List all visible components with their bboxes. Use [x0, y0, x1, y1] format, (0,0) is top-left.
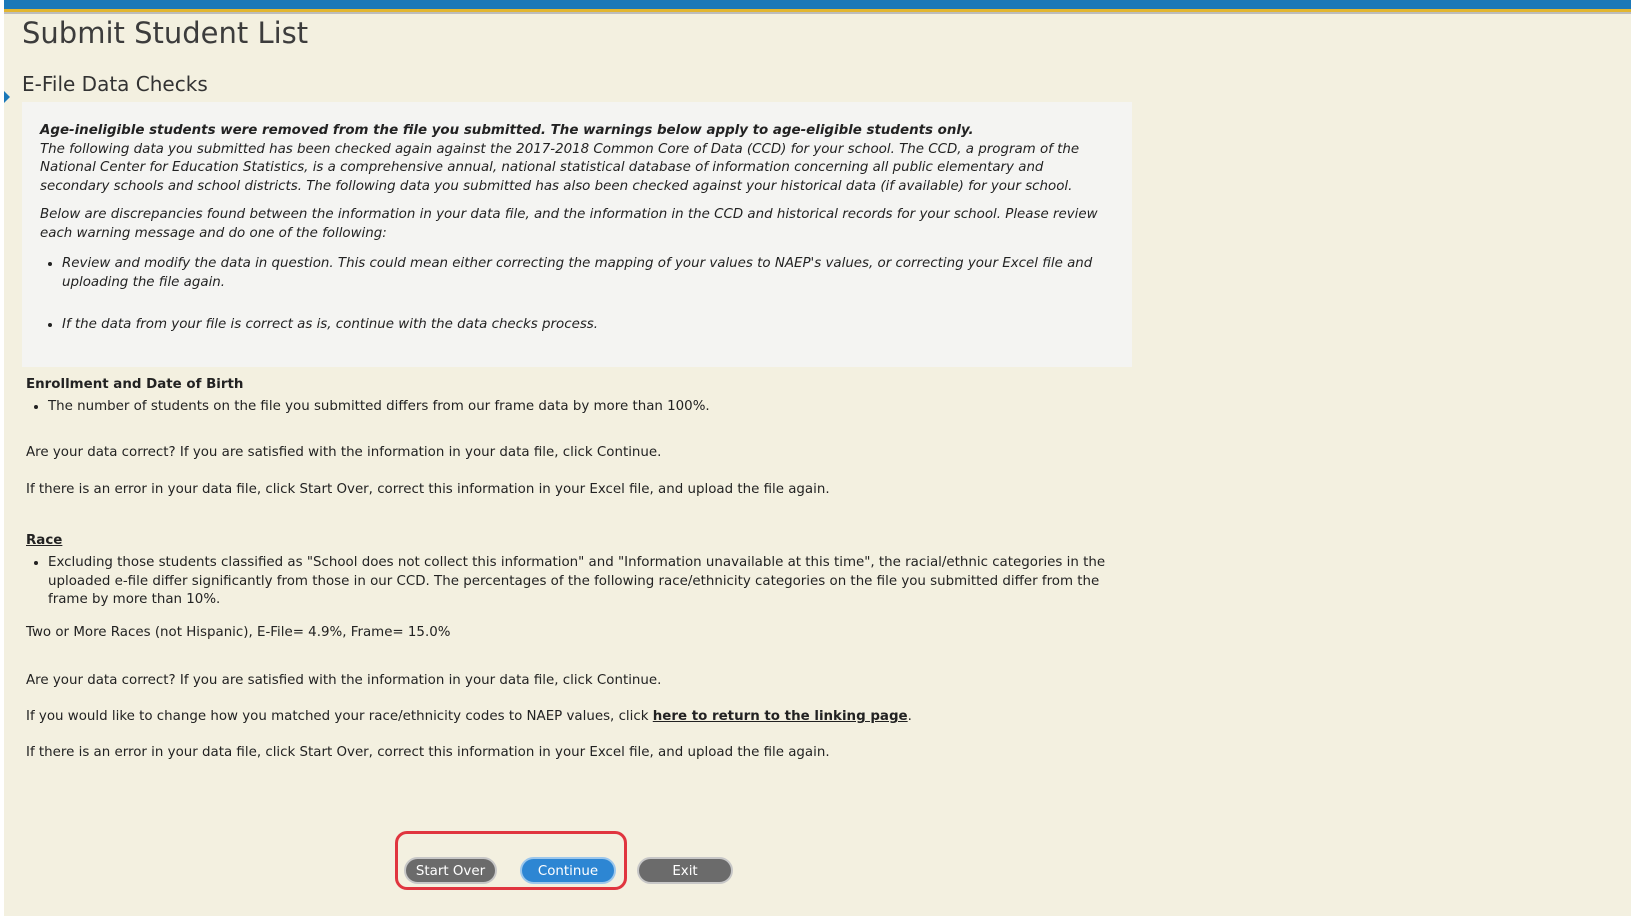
- instructions-box: [22, 102, 1132, 367]
- race-linking-note: [26, 709, 1136, 724]
- list-item: • The number of students on the file you submitted differs from our frame data by more than 100%.: [48, 398, 1136, 417]
- list-item: • Review and modify the data in question. This could mean either correcting the mapping of your values to NAEP's values, or correcting your Excel file and uploading the file again.: [62, 255, 1114, 292]
- race-linking-note-prefix: If you would like to change how you matched your race/ethnicity codes to NAEP values, click: [26, 709, 653, 724]
- section-title: E-File Data Checks: [22, 72, 208, 96]
- race-start-over-note: If there is an error in your data file, click Start Over, correct this information in your Excel file, and upload the file again.: [26, 745, 830, 760]
- linking-page-link[interactable]: here to return to the linking page: [652, 709, 908, 724]
- page-title: Submit Student List: [22, 16, 309, 50]
- list-item: • If the data from your file is correct as is, continue with the data checks process.: [62, 316, 1114, 335]
- continue-button[interactable]: Continue: [520, 857, 616, 884]
- instructions-list: [40, 255, 1114, 335]
- race-continue-note: Are your data correct? If you are satisfied with the information in your data file, click Continue.: [26, 673, 662, 688]
- race-detail: Two or More Races (not Hispanic), E-File= 4.9%, Frame= 15.0%: [26, 625, 451, 640]
- race-linking-note-suffix: .: [907, 709, 912, 724]
- enrollment-start-over-note: If there is an error in your data file, click Start Over, correct this information in your Excel file, and upload the file again.: [26, 482, 830, 497]
- instructions-paragraph: The following data you submitted has been checked again against the 2017-2018 Common Core of Data (CCD) for your school. The CCD, a program of the National Center for Education Statistics, is a comprehensive annual, national statistical database of information concerning all public elementary and secondary schools and school districts. The following data you submitted has also been checked against your historical data (if available) for your school.: [40, 141, 1080, 194]
- race-heading: Race: [26, 533, 63, 548]
- age-ineligible-note: Age-ineligible students were removed from the file you submitted. The warnings below apply to age-eligible students only.: [40, 123, 974, 138]
- enrollment-continue-note: Are your data correct? If you are satisfied with the information in your data file, click Continue.: [26, 445, 662, 460]
- enrollment-section: [26, 377, 1136, 417]
- race-warning-list: [26, 554, 1136, 610]
- enrollment-warning-list: [26, 398, 1136, 417]
- enrollment-heading: Enrollment and Date of Birth: [26, 377, 244, 392]
- header-divider: [4, 12, 1631, 14]
- exit-button[interactable]: Exit: [637, 857, 733, 884]
- header-bar: [4, 0, 1631, 9]
- discrepancies-paragraph: Below are discrepancies found between the information in your data file, and the information in the CCD and historical records for your school. Please review each warning message and do one of the following:: [40, 207, 1098, 241]
- start-over-button[interactable]: Start Over: [404, 857, 497, 884]
- list-item: • Excluding those students classified as "School does not collect this information" and "Information unavailable at this time", the racial/ethnic categories in the uploaded e-file differ significantly from those in our CCD. The percentages of the following race/ethnicity categories on the file you submitted differ from the frame by more than 10%.: [48, 554, 1136, 610]
- page: [4, 0, 1631, 916]
- caret-right-icon: [4, 91, 10, 103]
- race-section: [26, 533, 1136, 610]
